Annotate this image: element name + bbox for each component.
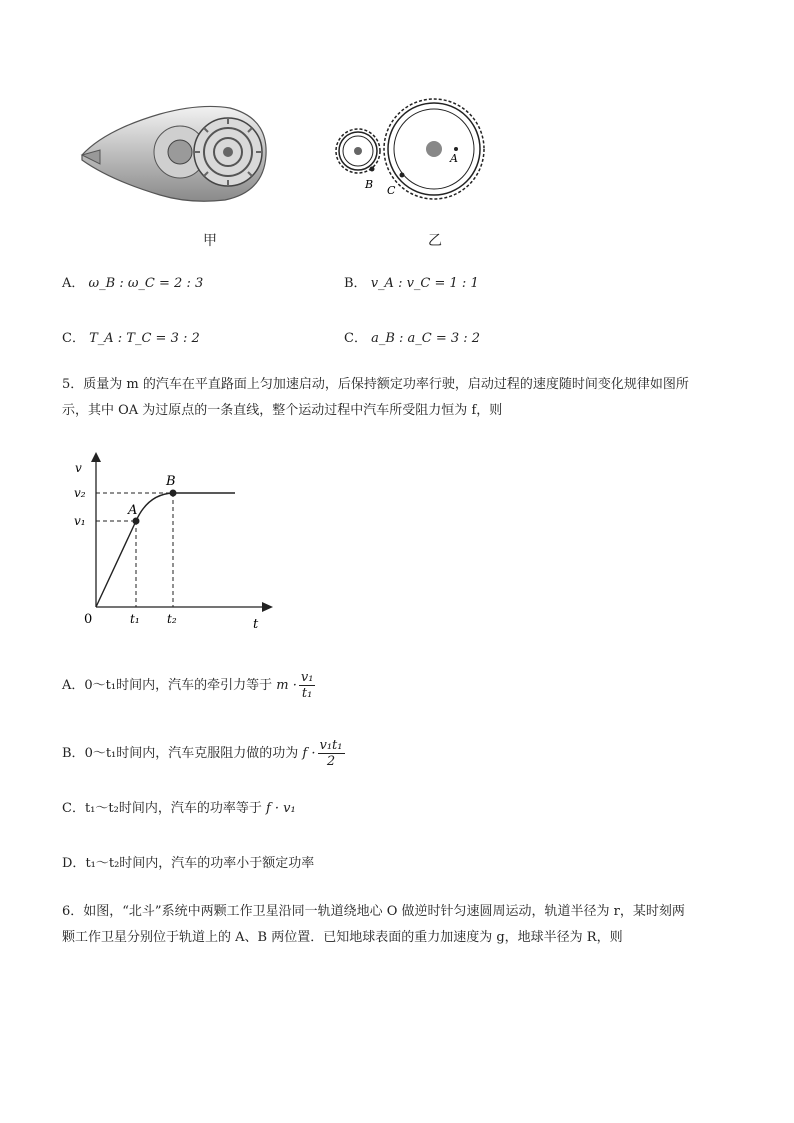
label-b: B bbox=[365, 178, 374, 191]
q5-option-c-expr: f · v₁ bbox=[265, 801, 296, 816]
label-c: C bbox=[387, 184, 396, 197]
q4-option-b bbox=[344, 274, 479, 294]
point-a-label: A bbox=[128, 503, 138, 518]
y-axis-label: v bbox=[75, 461, 82, 475]
fraction-denominator: 2 bbox=[326, 754, 336, 769]
figure-yi bbox=[330, 95, 490, 205]
q5-option-a-letter: A． bbox=[62, 678, 85, 693]
point-a-dot bbox=[454, 147, 458, 151]
fraction-numerator: v₁t₁ bbox=[319, 738, 343, 753]
caption-jia: 甲 bbox=[203, 233, 217, 249]
q5-option-c bbox=[62, 799, 296, 819]
q4-option-b-letter: B． bbox=[344, 276, 367, 291]
q4-option-c2-text: a_B : a_C = 3 : 2 bbox=[371, 331, 481, 346]
q4-option-c1 bbox=[62, 329, 200, 349]
point-b bbox=[170, 490, 177, 497]
q4-option-c1-text: T_A : T_C = 3 : 2 bbox=[89, 331, 200, 346]
q5-option-d bbox=[62, 854, 314, 874]
q4-option-a-text: ω_B : ω_C = 2 : 3 bbox=[88, 276, 204, 291]
v1-label: v₁ bbox=[74, 514, 86, 528]
point-b-label: B bbox=[166, 474, 176, 489]
label-a: A bbox=[450, 152, 458, 165]
q4-option-a-letter: A． bbox=[62, 276, 85, 291]
x-axis-arrow bbox=[262, 602, 273, 612]
q4-option-c2-letter: C． bbox=[344, 331, 367, 346]
velocity-curve bbox=[96, 493, 235, 607]
q5-stem bbox=[62, 372, 742, 424]
q5-option-a bbox=[62, 670, 315, 701]
fraction-denominator: t₁ bbox=[301, 686, 313, 701]
q5-line-1: 5．质量为 m 的汽车在平直路面上匀加速启动，后保持额定功率行驶，启动过程的速度随时间变化规律如图所 bbox=[62, 377, 689, 392]
q5-option-b-letter: B． bbox=[62, 746, 85, 761]
q5-graph bbox=[70, 450, 285, 635]
q5-option-a-fraction bbox=[299, 670, 316, 701]
t1-label: t₁ bbox=[130, 612, 140, 626]
q5-option-a-text: 0～t₁时间内，汽车的牵引力等于 bbox=[84, 678, 273, 693]
q6-line-1: 6．如图，“北斗”系统中两颗工作卫星沿同一轨道绕地心 O 做逆时针匀速圆周运动，轨道半径为 r，某时刻两 bbox=[62, 904, 685, 919]
q5-option-d-letter: D． bbox=[62, 856, 86, 871]
small-gear bbox=[336, 129, 380, 173]
fraction-numerator: v₁ bbox=[300, 670, 314, 685]
q5-line-2: 示，其中 OA 为过原点的一条直线，整个运动过程中汽车所受阻力恒为 f，则 bbox=[62, 403, 503, 418]
q5-option-c-text: t₁～t₂时间内，汽车的功率等于 bbox=[84, 801, 262, 816]
q5-option-d-text: t₁～t₂时间内，汽车的功率小于额定功率 bbox=[85, 856, 315, 871]
point-a bbox=[133, 518, 140, 525]
q5-option-b bbox=[62, 738, 345, 769]
correction-tape-illustration bbox=[80, 100, 270, 205]
q4-option-c2 bbox=[344, 329, 480, 349]
caption-yi: 乙 bbox=[428, 233, 442, 249]
q5-option-b-fraction bbox=[318, 738, 345, 769]
v2-label: v₂ bbox=[74, 486, 86, 500]
q5-option-c-letter: C． bbox=[62, 801, 85, 816]
origin-label: 0 bbox=[84, 612, 93, 627]
x-axis-label: t bbox=[253, 617, 259, 632]
q5-option-b-lead: f · bbox=[302, 746, 316, 761]
q5-option-b-text: 0～t₁时间内，汽车克服阻力做的功为 bbox=[84, 746, 299, 761]
point-b-dot bbox=[370, 167, 375, 172]
y-axis-arrow bbox=[91, 452, 101, 462]
q6-line-2: 颗工作卫星分别位于轨道上的 A、B 两位置．已知地球表面的重力加速度为 g，地球半径为 R，则 bbox=[62, 930, 623, 945]
q6-stem bbox=[62, 899, 752, 951]
figure-jia bbox=[80, 100, 270, 205]
gears-diagram bbox=[330, 95, 490, 205]
q5-option-a-lead: m · bbox=[276, 678, 297, 693]
t2-label: t₂ bbox=[167, 612, 177, 626]
q4-option-b-text: v_A : v_C = 1 : 1 bbox=[370, 276, 479, 291]
large-gear bbox=[384, 99, 484, 199]
point-c-dot bbox=[400, 173, 405, 178]
q4-option-a bbox=[62, 274, 203, 294]
vt-graph bbox=[70, 450, 285, 635]
q4-option-c1-letter: C． bbox=[62, 331, 85, 346]
